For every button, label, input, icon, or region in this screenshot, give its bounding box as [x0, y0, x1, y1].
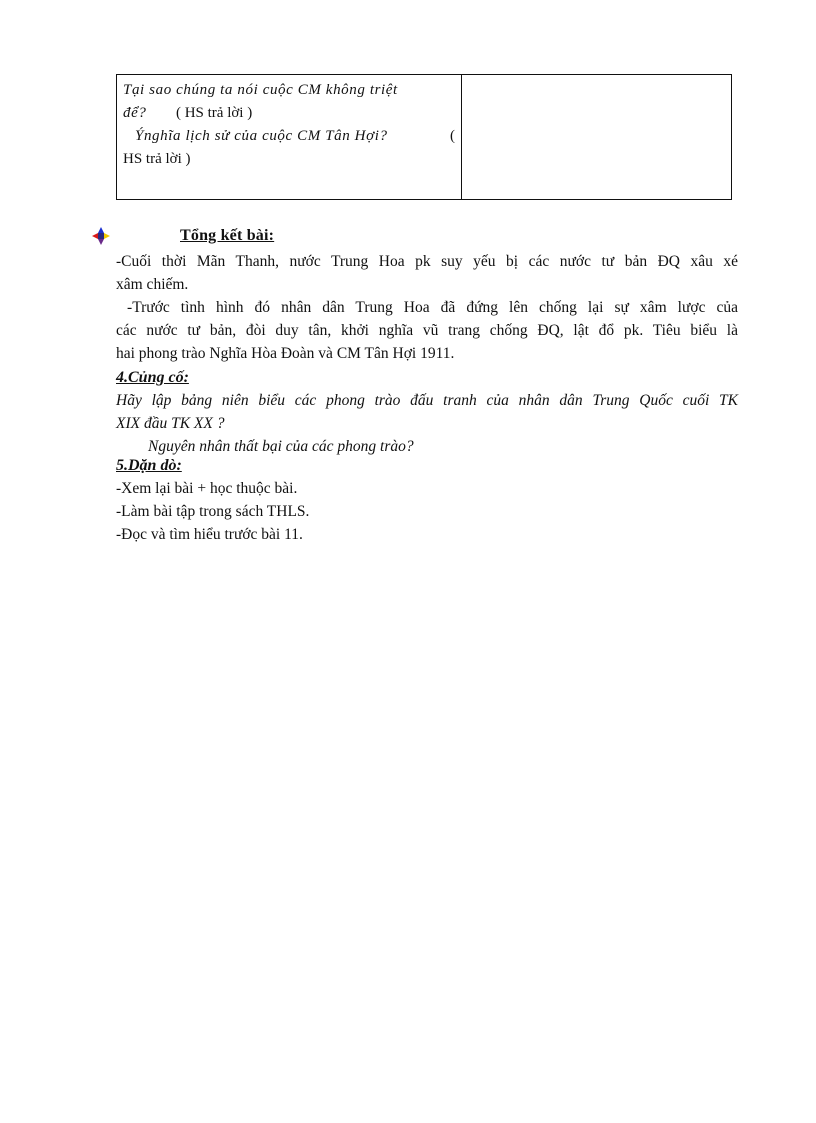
homework-item: -Xem lại bài + học thuộc bài.	[116, 480, 298, 497]
qa-table-question-cell	[117, 75, 462, 199]
summary-heading	[92, 227, 274, 245]
consolidate-section	[116, 366, 738, 458]
qa-table-answer-cell	[462, 75, 731, 199]
consolidate-question-line-1: Hãy lập bảng niên biểu các phong trào đấu tranh của nhân dân Trung Quốc cuối TK	[116, 392, 738, 409]
summary-line-5: hai phong trào Nghĩa Hòa Đoàn và CM Tân Hợi 1911.	[116, 345, 455, 362]
summary-title: Tổng kết bài:	[180, 227, 275, 244]
summary-line-2: xâm chiếm.	[116, 276, 189, 293]
consolidate-question-line-3: Nguyên nhân thất bại của các phong trào?	[148, 438, 414, 455]
question-1-answer-note: ( HS trả lời )	[175, 105, 253, 121]
summary-line-3: -Trước tình hình đó nhân dân Trung Hoa đã đứng lên chống lại sự xâm lược của	[116, 299, 738, 316]
question-2-answer-note: HS trả lời )	[123, 151, 191, 167]
consolidate-question-line-2: XIX đầu TK XX ?	[116, 415, 225, 432]
question-1-line-2	[123, 102, 455, 125]
four-arrow-bullet-icon	[92, 227, 110, 245]
homework-section	[116, 454, 738, 546]
question-1-continuation: để?	[123, 105, 147, 121]
summary-line-1: -Cuối thời Mãn Thanh, nước Trung Hoa pk suy yếu bị các nước tư bản ĐQ xâu xé	[116, 253, 738, 270]
summary-line-4: các nước tư bản, đòi duy tân, khởi nghĩa vũ trang chống ĐQ, lật đổ pk. Tiêu biểu là	[116, 322, 738, 339]
homework-item: -Đọc và tìm hiểu trước bài 11.	[116, 526, 303, 543]
summary-body	[116, 250, 738, 365]
qa-table	[116, 74, 732, 200]
question-2-text: Ýnghĩa lịch sử của cuộc CM Tân Hợi?	[135, 128, 388, 144]
consolidate-heading: 4.Củng cố:	[116, 369, 189, 386]
question-2-line-1	[123, 125, 455, 148]
homework-heading: 5.Dặn dò:	[116, 457, 182, 474]
question-1-line-1: Tại sao chúng ta nói cuộc CM không triệt	[123, 82, 398, 98]
homework-item: -Làm bài tập trong sách THLS.	[116, 503, 310, 520]
question-2-open-paren: (	[450, 128, 455, 144]
